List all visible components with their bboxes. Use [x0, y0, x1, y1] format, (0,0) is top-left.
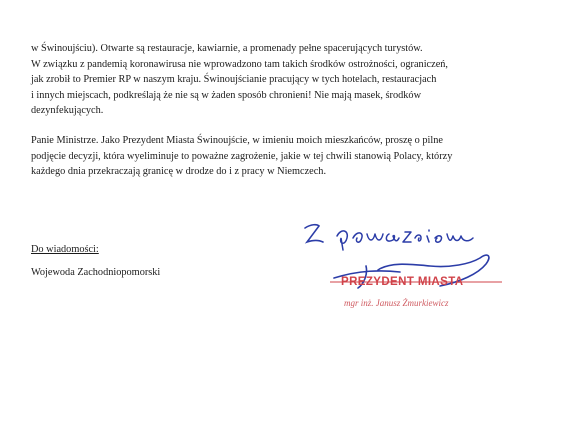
paragraph-line: i innych miejscach, podkreślają że nie są w żaden sposób chronieni! Nie mają masek, środków [31, 89, 422, 101]
letter-paragraph-2 [31, 133, 537, 180]
stamp-title: PREZYDENT MIASTA [341, 276, 464, 288]
letter-paragraph-1 [31, 41, 537, 119]
paragraph-line: podjęcie decyzji, która wyeliminuje to poważne zagrożenie, jakie w tej chwili stanowią Polacy, którzy [31, 150, 453, 162]
paragraph-line: W związku z pandemią koronawirusa nie wprowadzono tam takich środków ostrożności, ograniczeń, [31, 58, 448, 70]
cc-recipient: Wojewoda Zachodniopomorski [31, 267, 161, 278]
paragraph-line: dezynfekujących. [31, 105, 104, 117]
paragraph-line: Panie Ministrze. Jako Prezydent Miasta Świnoujście, w imieniu moich mieszkańców, proszę o pilne [31, 135, 443, 146]
paragraph-line: w Świnoujściu). Otwarte są restauracje, kawiarnie, a promenady pełne spacerujących turystów. [31, 43, 423, 54]
cc-heading: Do wiadomości: [31, 244, 99, 255]
stamp-name: mgr inż. Janusz Żmurkiewicz [344, 298, 449, 308]
paragraph-line: jak zrobił to Premier RP w naszym kraju. Świnoujścianie pracujący w tych hotelach, restauracjach [31, 74, 437, 86]
handwritten-closing [301, 218, 481, 252]
paragraph-line: każdego dnia przekraczają granicę w drodze do i z pracy w Niemczech. [31, 166, 327, 178]
